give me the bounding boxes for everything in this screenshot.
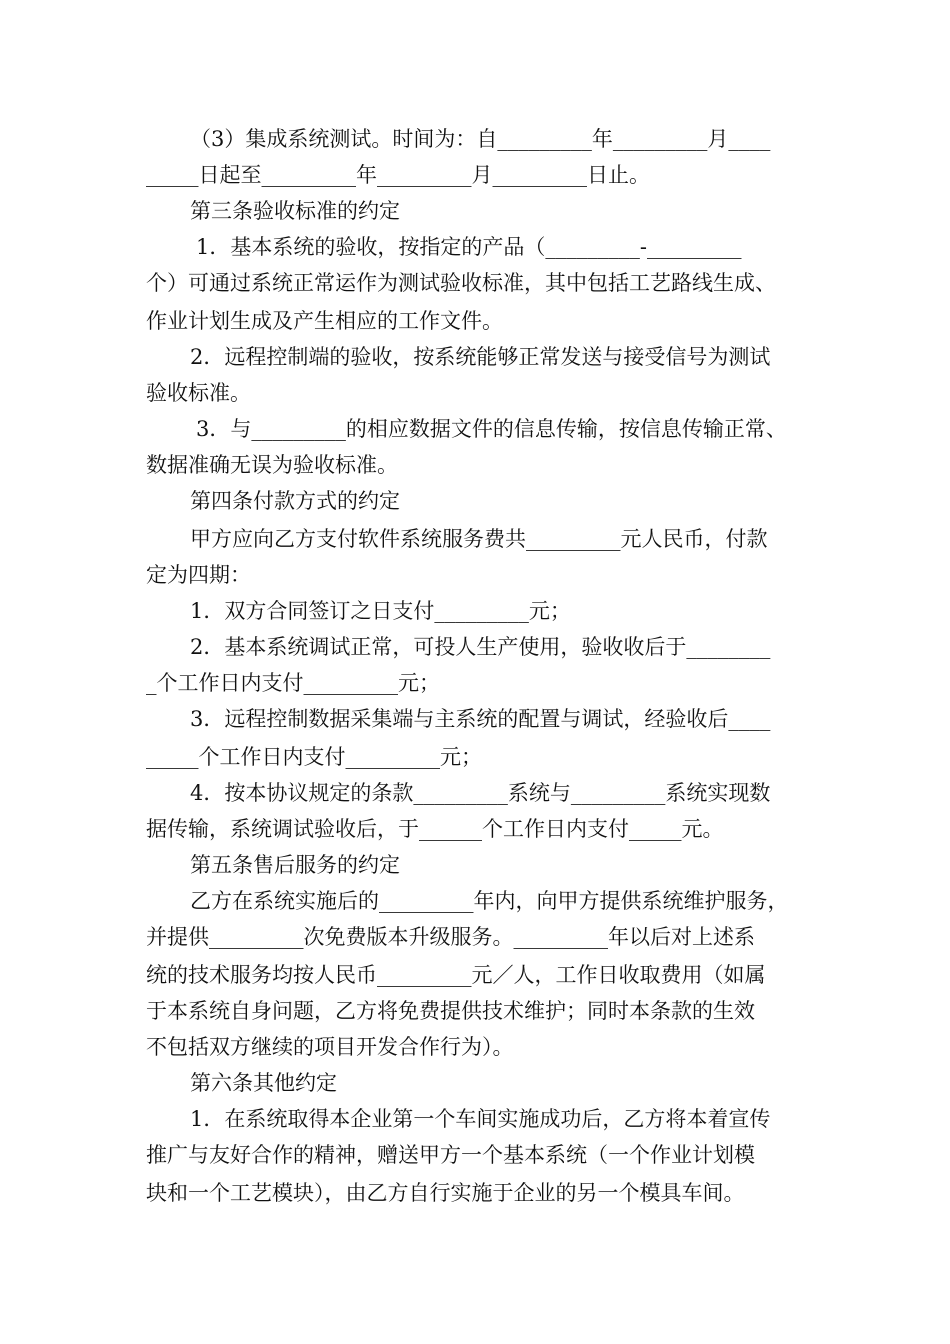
paragraph-line: 3．远程控制数据采集端与主系统的配置与调试，经验收后____ [190,707,771,731]
paragraph-line: 甲方应向乙方支付软件系统服务费共_________元人民币，付款 [190,527,768,551]
paragraph-line: 推广与友好合作的精神，赠送甲方一个基本系统（一个作业计划模 [146,1143,755,1167]
paragraph-line: 2．基本系统调试正常，可投人生产使用，验收收后于________ [190,635,771,659]
paragraph-line: 1．双方合同签订之日支付_________元； [190,599,571,623]
paragraph-line: 据传输，系统调试验收后，于______个工作日内支付_____元。 [146,817,724,841]
paragraph-line: 2．远程控制端的验收，按系统能够正常发送与接受信号为测试 [190,345,771,369]
paragraph-line: （3）集成系统测试。时间为：自_________年_________月____ [190,127,771,151]
paragraph-line: 数据准确无误为验收标准。 [146,453,398,477]
paragraph-line: 定为四期： [146,563,251,587]
paragraph-line: 3．与_________的相应数据文件的信息传输，按信息传输正常、 [196,417,787,441]
paragraph-line: _____个工作日内支付_________元； [146,745,482,769]
paragraph-line: 个）可通过系统正常运作为测试验收标准，其中包括工艺路线生成、 [146,271,776,295]
paragraph-line: 1．基本系统的验收，按指定的产品（_________-_________ [196,235,742,259]
section-heading: 第四条付款方式的约定 [190,489,400,513]
paragraph-line: _个工作日内支付_________元； [146,671,440,695]
paragraph-line: 4．按本协议规定的条款_________系统与_________系统实现数 [190,781,771,805]
paragraph-line: 乙方在系统实施后的_________年内，向甲方提供系统维护服务， [190,889,789,913]
paragraph-line: 作业计划生成及产生相应的工作文件。 [146,309,503,333]
paragraph-line: 1．在系统取得本企业第一个车间实施成功后，乙方将本着宣传 [190,1107,771,1131]
paragraph-line: 于本系统自身问题，乙方将免费提供技术维护；同时本条款的生效 [146,999,755,1023]
paragraph-line: _____日起至_________年_________月_________日止。 [146,163,650,187]
section-heading: 第六条其他约定 [190,1071,337,1095]
paragraph-line: 并提供_________次免费版本升级服务。_________年以后对上述系 [146,925,755,949]
paragraph-line: 不包括双方继续的项目开发合作行为）。 [146,1035,514,1059]
section-heading: 第三条验收标准的约定 [190,199,400,223]
section-heading: 第五条售后服务的约定 [190,853,400,877]
paragraph-line: 块和一个工艺模块），由乙方自行实施于企业的另一个模具车间。 [146,1181,745,1205]
paragraph-line: 验收标准。 [146,381,251,405]
paragraph-line: 统的技术服务均按人民币_________元／人，工作日收取费用（如属 [146,963,766,987]
